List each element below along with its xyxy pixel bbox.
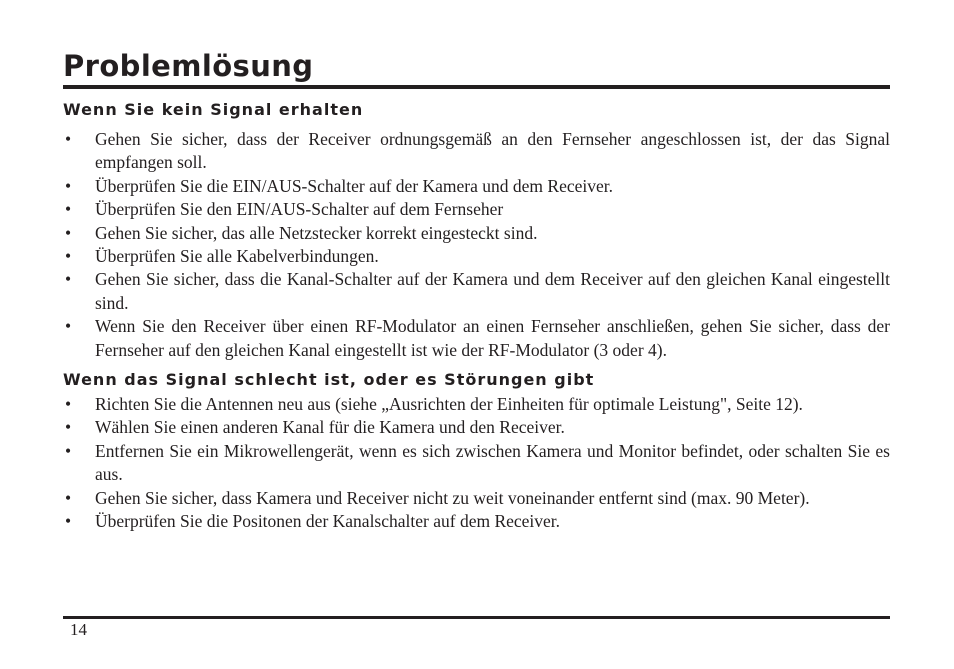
bullet: • bbox=[65, 394, 72, 414]
bullet: • bbox=[65, 175, 72, 196]
list-item bbox=[63, 393, 890, 416]
bullet: • bbox=[65, 199, 72, 220]
list-item bbox=[63, 268, 890, 315]
list-item-text: Gehen Sie sicher, das alle Netzstecker korrekt eingesteckt sind. bbox=[95, 222, 538, 243]
list-item-text: Gehen Sie sicher, dass der Receiver ordnungsgemäß an den Fernseher angeschlossen ist, der das Signal empfangen soll. bbox=[95, 129, 890, 173]
bullet: • bbox=[65, 417, 72, 438]
page-number: 14 bbox=[70, 620, 87, 639]
title-rule bbox=[63, 85, 890, 89]
list-item bbox=[63, 175, 890, 198]
list-item-text: Richten Sie die Antennen neu aus (siehe „Ausrichten der Einheiten für optimale Leistung", Seite 12). bbox=[95, 394, 803, 414]
section-heading-no-signal: Wenn Sie kein Signal erhalten bbox=[63, 100, 364, 119]
list-item bbox=[63, 222, 890, 245]
list-item bbox=[63, 510, 890, 533]
list-item-text: Entfernen Sie ein Mikrowellengerät, wenn es sich zwischen Kamera und Monitor befindet, oder schalten Sie es aus. bbox=[95, 440, 890, 485]
bullet: • bbox=[65, 246, 72, 267]
list-item-text: Überprüfen Sie den EIN/AUS-Schalter auf dem Fernseher bbox=[95, 199, 504, 220]
bullet: • bbox=[65, 487, 72, 508]
bullet: • bbox=[65, 440, 72, 461]
list-item-text: Überprüfen Sie die EIN/AUS-Schalter auf der Kamera und dem Receiver. bbox=[95, 175, 614, 196]
bullet: • bbox=[65, 129, 72, 149]
list-item-text: Überprüfen Sie die Positonen der Kanalschalter auf dem Receiver. bbox=[95, 511, 561, 532]
bullet: • bbox=[65, 222, 72, 243]
list-item bbox=[63, 416, 890, 439]
list-item bbox=[63, 198, 890, 221]
list-item bbox=[63, 440, 890, 487]
list-item bbox=[63, 487, 890, 510]
no-signal-list bbox=[63, 128, 890, 362]
list-item-text: Gehen Sie sicher, dass Kamera und Receiver nicht zu weit voneinander entfernt sind (max. 90 Meter). bbox=[95, 487, 810, 508]
section-heading-bad-signal: Wenn das Signal schlecht ist, oder es Störungen gibt bbox=[63, 370, 595, 389]
list-item bbox=[63, 245, 890, 268]
bullet: • bbox=[65, 511, 72, 532]
bullet: • bbox=[65, 269, 72, 290]
list-item-text: Wählen Sie einen anderen Kanal für die Kamera und den Receiver. bbox=[95, 417, 565, 438]
list-item-text: Überprüfen Sie alle Kabelverbindungen. bbox=[95, 246, 379, 267]
list-item bbox=[63, 128, 890, 175]
list-item-text: Gehen Sie sicher, dass die Kanal-Schalter auf der Kamera und dem Receiver auf den gleichen Kanal eingestellt sind. bbox=[95, 269, 890, 313]
list-item bbox=[63, 315, 890, 362]
bullet: • bbox=[65, 316, 72, 337]
page-title: Problemlösung bbox=[63, 49, 314, 83]
list-item-text: Wenn Sie den Receiver über einen RF-Modulator an einen Fernseher anschließen, gehen Sie sicher, dass der Fernseher auf den gleichen Kanal eingestellt ist wie der RF-Modulator (3 oder 4). bbox=[95, 316, 890, 360]
footer-rule bbox=[63, 616, 890, 619]
bad-signal-list bbox=[63, 393, 890, 533]
